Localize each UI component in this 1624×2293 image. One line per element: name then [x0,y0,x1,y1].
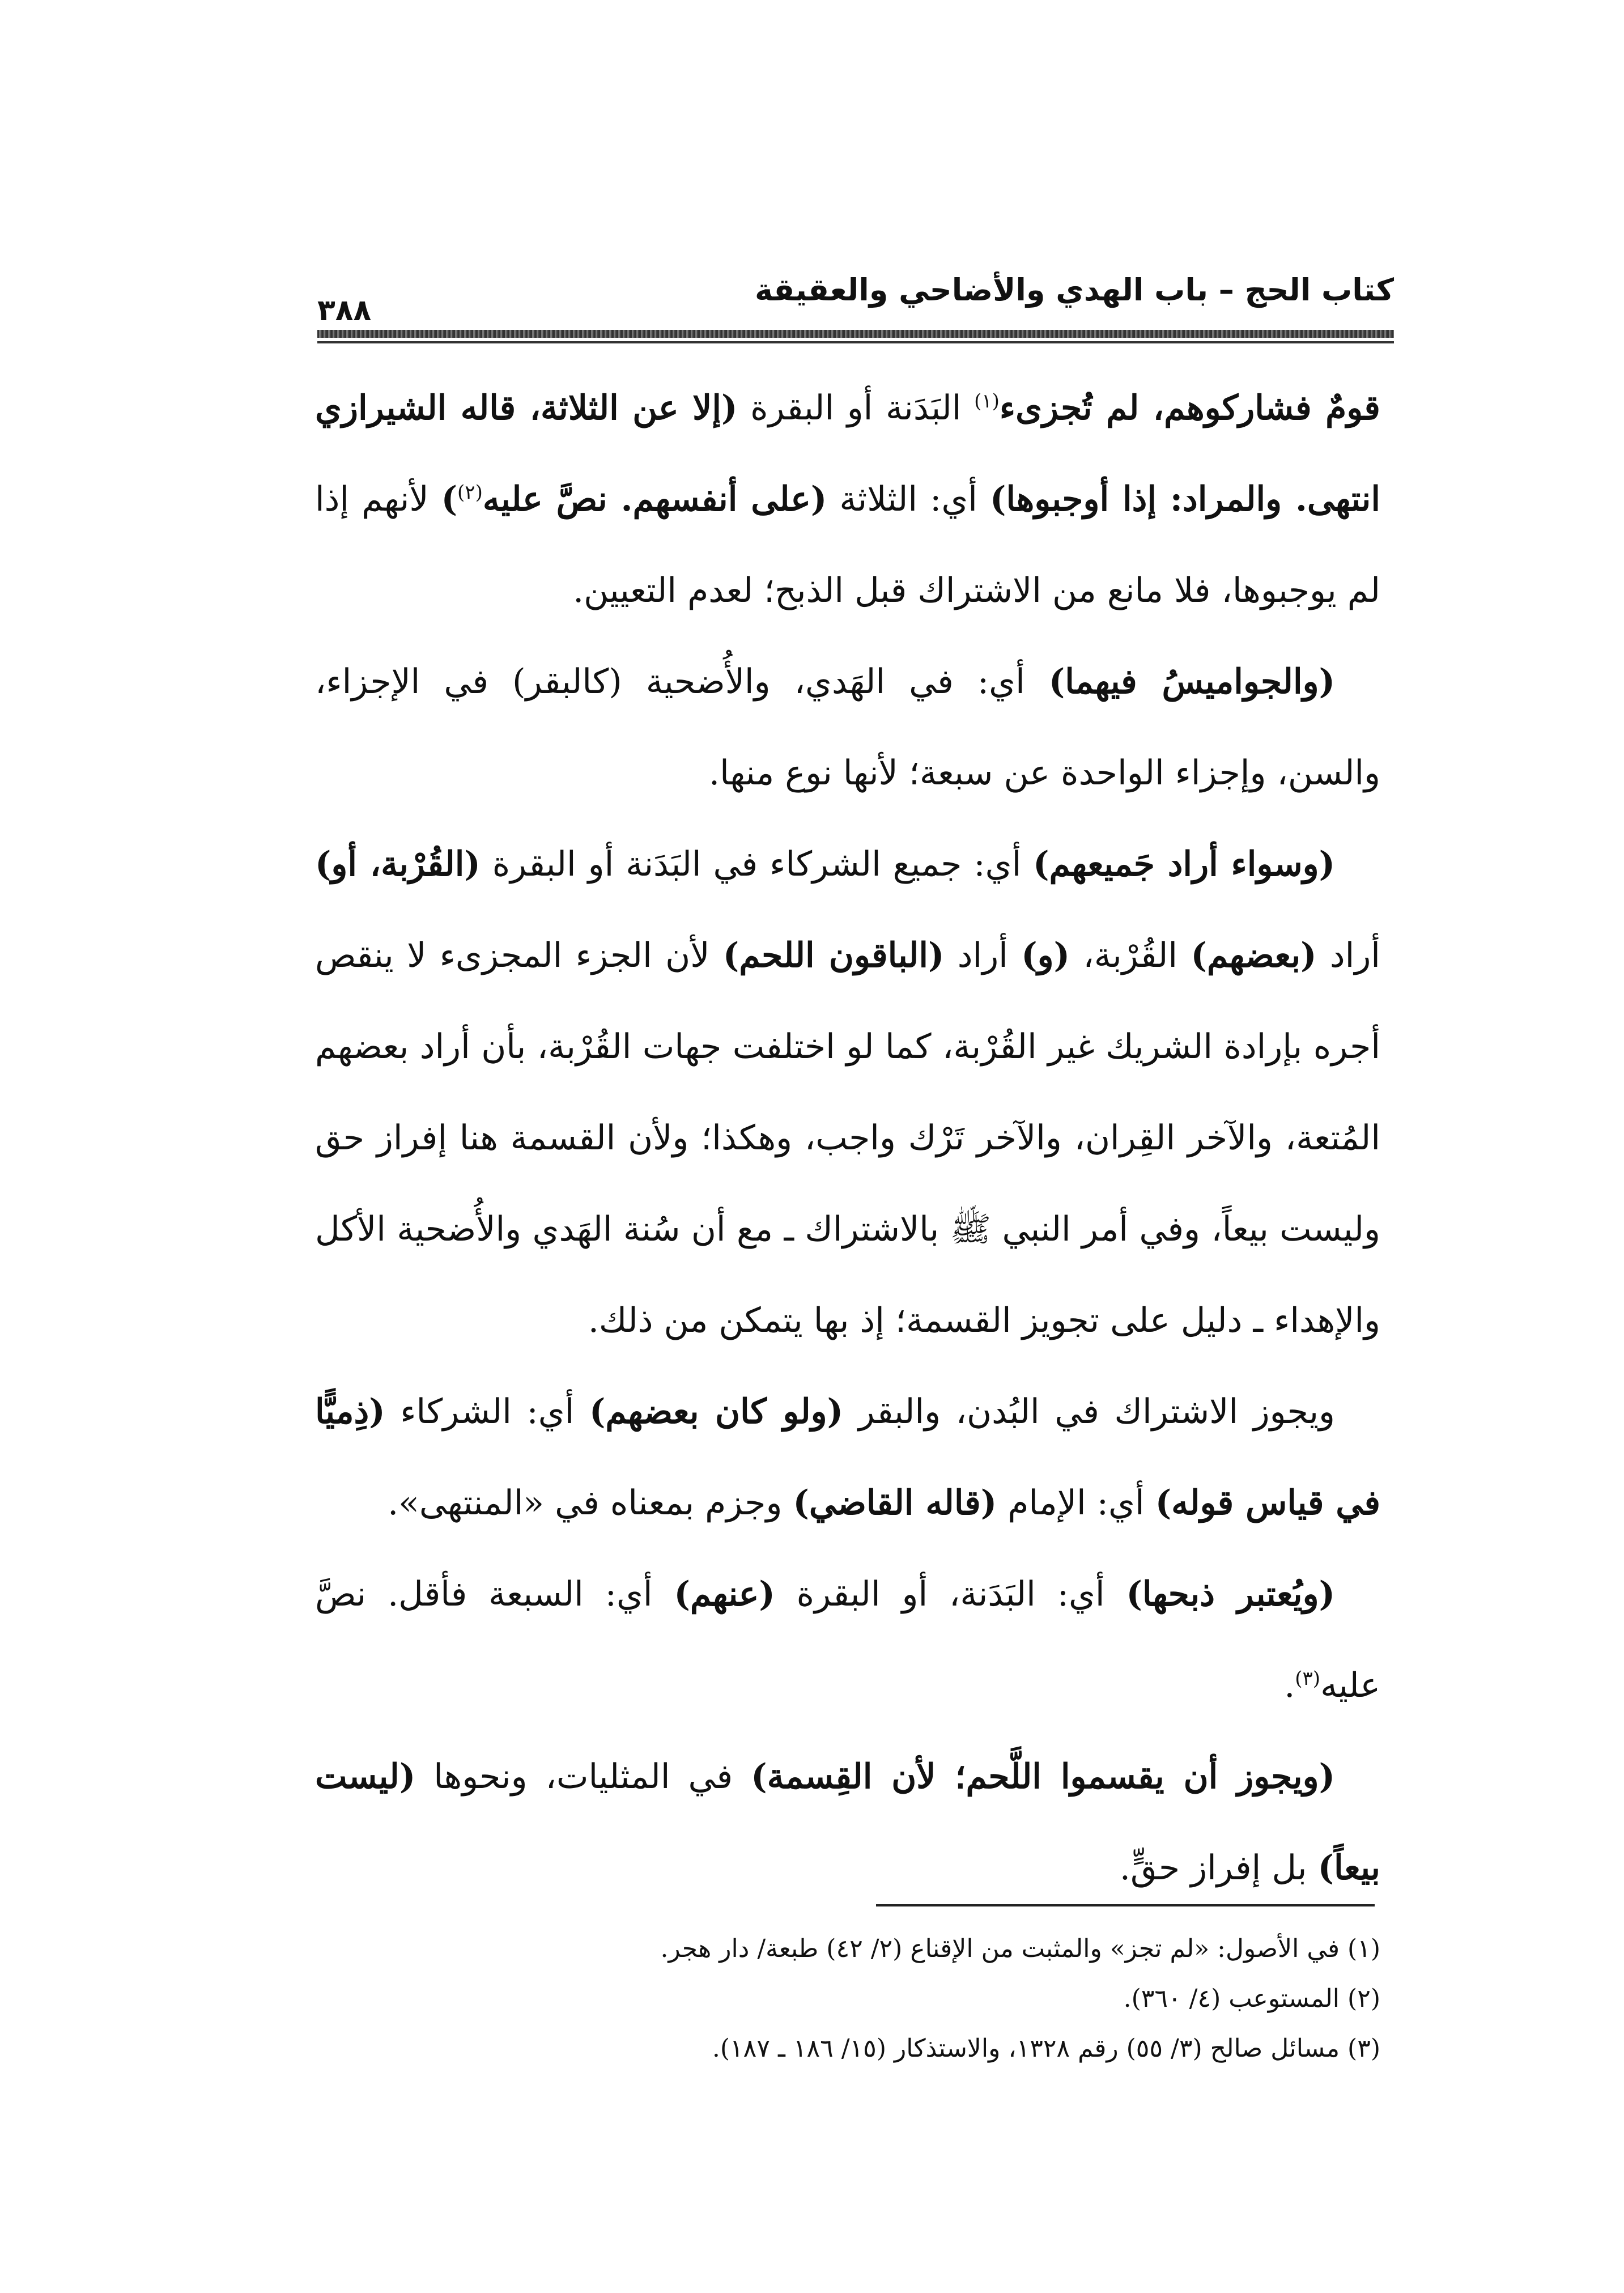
text-run: لأن الجزء المجزىء لا ينقص أجره بإرادة الشريك غير القُرْبة، كما لو اختلفت جهات القُرْبة، بأن أراد بعضهم المُتعة، والآخر القِران، والآخر تَرْك واجب، وهكذا؛ ولأن القسمة هنا إفراز حق وليست بيعاً، وفي أمر النبي ﷺ بالاشتراك ـ مع أن سُنة الهَدي والأُضحية الأكل والإهداء ـ دليل على تجويز القسمة؛ إذ بها يتمكن من ذلك. [315,936,1380,1340]
footnote-separator [876,1904,1375,1906]
text-run: أي: الإمام [997,1483,1155,1523]
running-header [317,261,1394,328]
text-run: (على أنفسهم. نصَّ عليه [482,479,827,519]
main-text [315,363,1380,1914]
text-run: (قاله القاضي) [793,1483,997,1523]
text-run: القُرْبة، [1070,936,1191,975]
footnote-2: (٢) المستوعب (٤/ ٣٦٠). [1123,1984,1380,2013]
header-title: كتاب الحج – باب الهدي والأضاحي والعقيقة [755,272,1394,308]
page-number: ٣٨٨ [317,294,372,328]
text-run: . [1284,1666,1295,1705]
text-run: أراد [944,936,1022,975]
header-rule-thin [317,341,1394,343]
text-run: (ويجوز أن يقسموا اللَّحم؛ لأن القِسمة) [751,1757,1335,1797]
text-run: (عنهم) [674,1574,775,1614]
text-run: (الباقون اللحم) [722,936,945,975]
text-run: في المثليات، ونحوها [415,1757,751,1797]
text-run: بل إفراز حقٍّ. [1119,1848,1318,1888]
paragraph-4 [315,1366,1380,1549]
footnotes [315,1924,1380,2074]
text-run: لأنهم إذا لم يوجبوها، فلا مانع من الاشتراك قبل الذبح؛ لعدم التعيين. [315,479,1380,610]
text-run: أي: في الهَدي، [770,662,1049,702]
text-run: أي: الثلاثة [827,479,990,519]
paragraph-5 [315,1549,1380,1731]
text-run: (ليست بيعاً) [315,1757,1380,1888]
paragraph-2 [315,636,1380,819]
paragraph-1 [315,363,1380,636]
text-run: (ويُعتبر ذبحها) [1126,1574,1335,1614]
footnote-3: (٣) مسائل صالح (٣/ ٥٥) رقم ١٣٢٨، والاستذكار (١٥/ ١٨٦ ـ ١٨٧). [712,2034,1380,2063]
text-run: (وسواء أراد جَميعهم) [1033,844,1335,884]
text-run: أي: البَدَنة، أو البقرة [775,1574,1126,1614]
footnote-ref-2: (٢) [457,481,483,504]
text-run: (ولو كان بعضهم) [589,1392,843,1432]
text-run: وجزم بمعناه في «المنتهى». [388,1483,793,1523]
text-run: والأُضحية (كالبقر) [512,662,771,702]
text-run: (و) [1021,936,1070,975]
text-run: ويجوز الاشتراك في البُدن، والبقر [843,1392,1336,1432]
footnote-ref-3: (٣) [1295,1667,1321,1690]
text-run: أي: جميع الشركاء في البَدَنة أو البقرة [480,844,1034,884]
text-run: البَدَنة أو البقرة [737,388,975,428]
header-rule [317,330,1394,338]
text-run: ) [441,479,458,519]
text-run: (القُرْبة، أو) [315,844,481,884]
footnote-1: (١) في الأصول: «لم تجز» والمثبت من الإقناع (٢/ ٤٢) طبعة/ دار هجر. [660,1934,1380,1963]
text-run: (بعضهم) [1191,936,1317,975]
text-run: أي: السبعة فأقل. نصَّ عليه [315,1574,1380,1705]
text-run: قومٌ فشاركوهم، لم تُجزىء [999,388,1380,428]
paragraph-6 [315,1731,1380,1914]
text-run: في الإجزاء، والسن، وإجزاء الواحدة عن سبعة؛ لأنها نوع منها. [315,662,1380,793]
paragraph-3 [315,819,1380,1366]
text-run: (ذِميًّا في قياس قوله) [315,1392,1380,1523]
text-run: (والجواميسُ فيهما) [1048,662,1335,702]
text-run: أي: الشركاء [385,1392,589,1432]
text-run: أراد [1316,936,1380,975]
footnote-ref-1: (١) [974,390,1000,413]
text-run: (إلا عن الثلاثة، قاله الشيرازي انتهى. والمراد: إذا أوجبوها) [315,388,1381,519]
